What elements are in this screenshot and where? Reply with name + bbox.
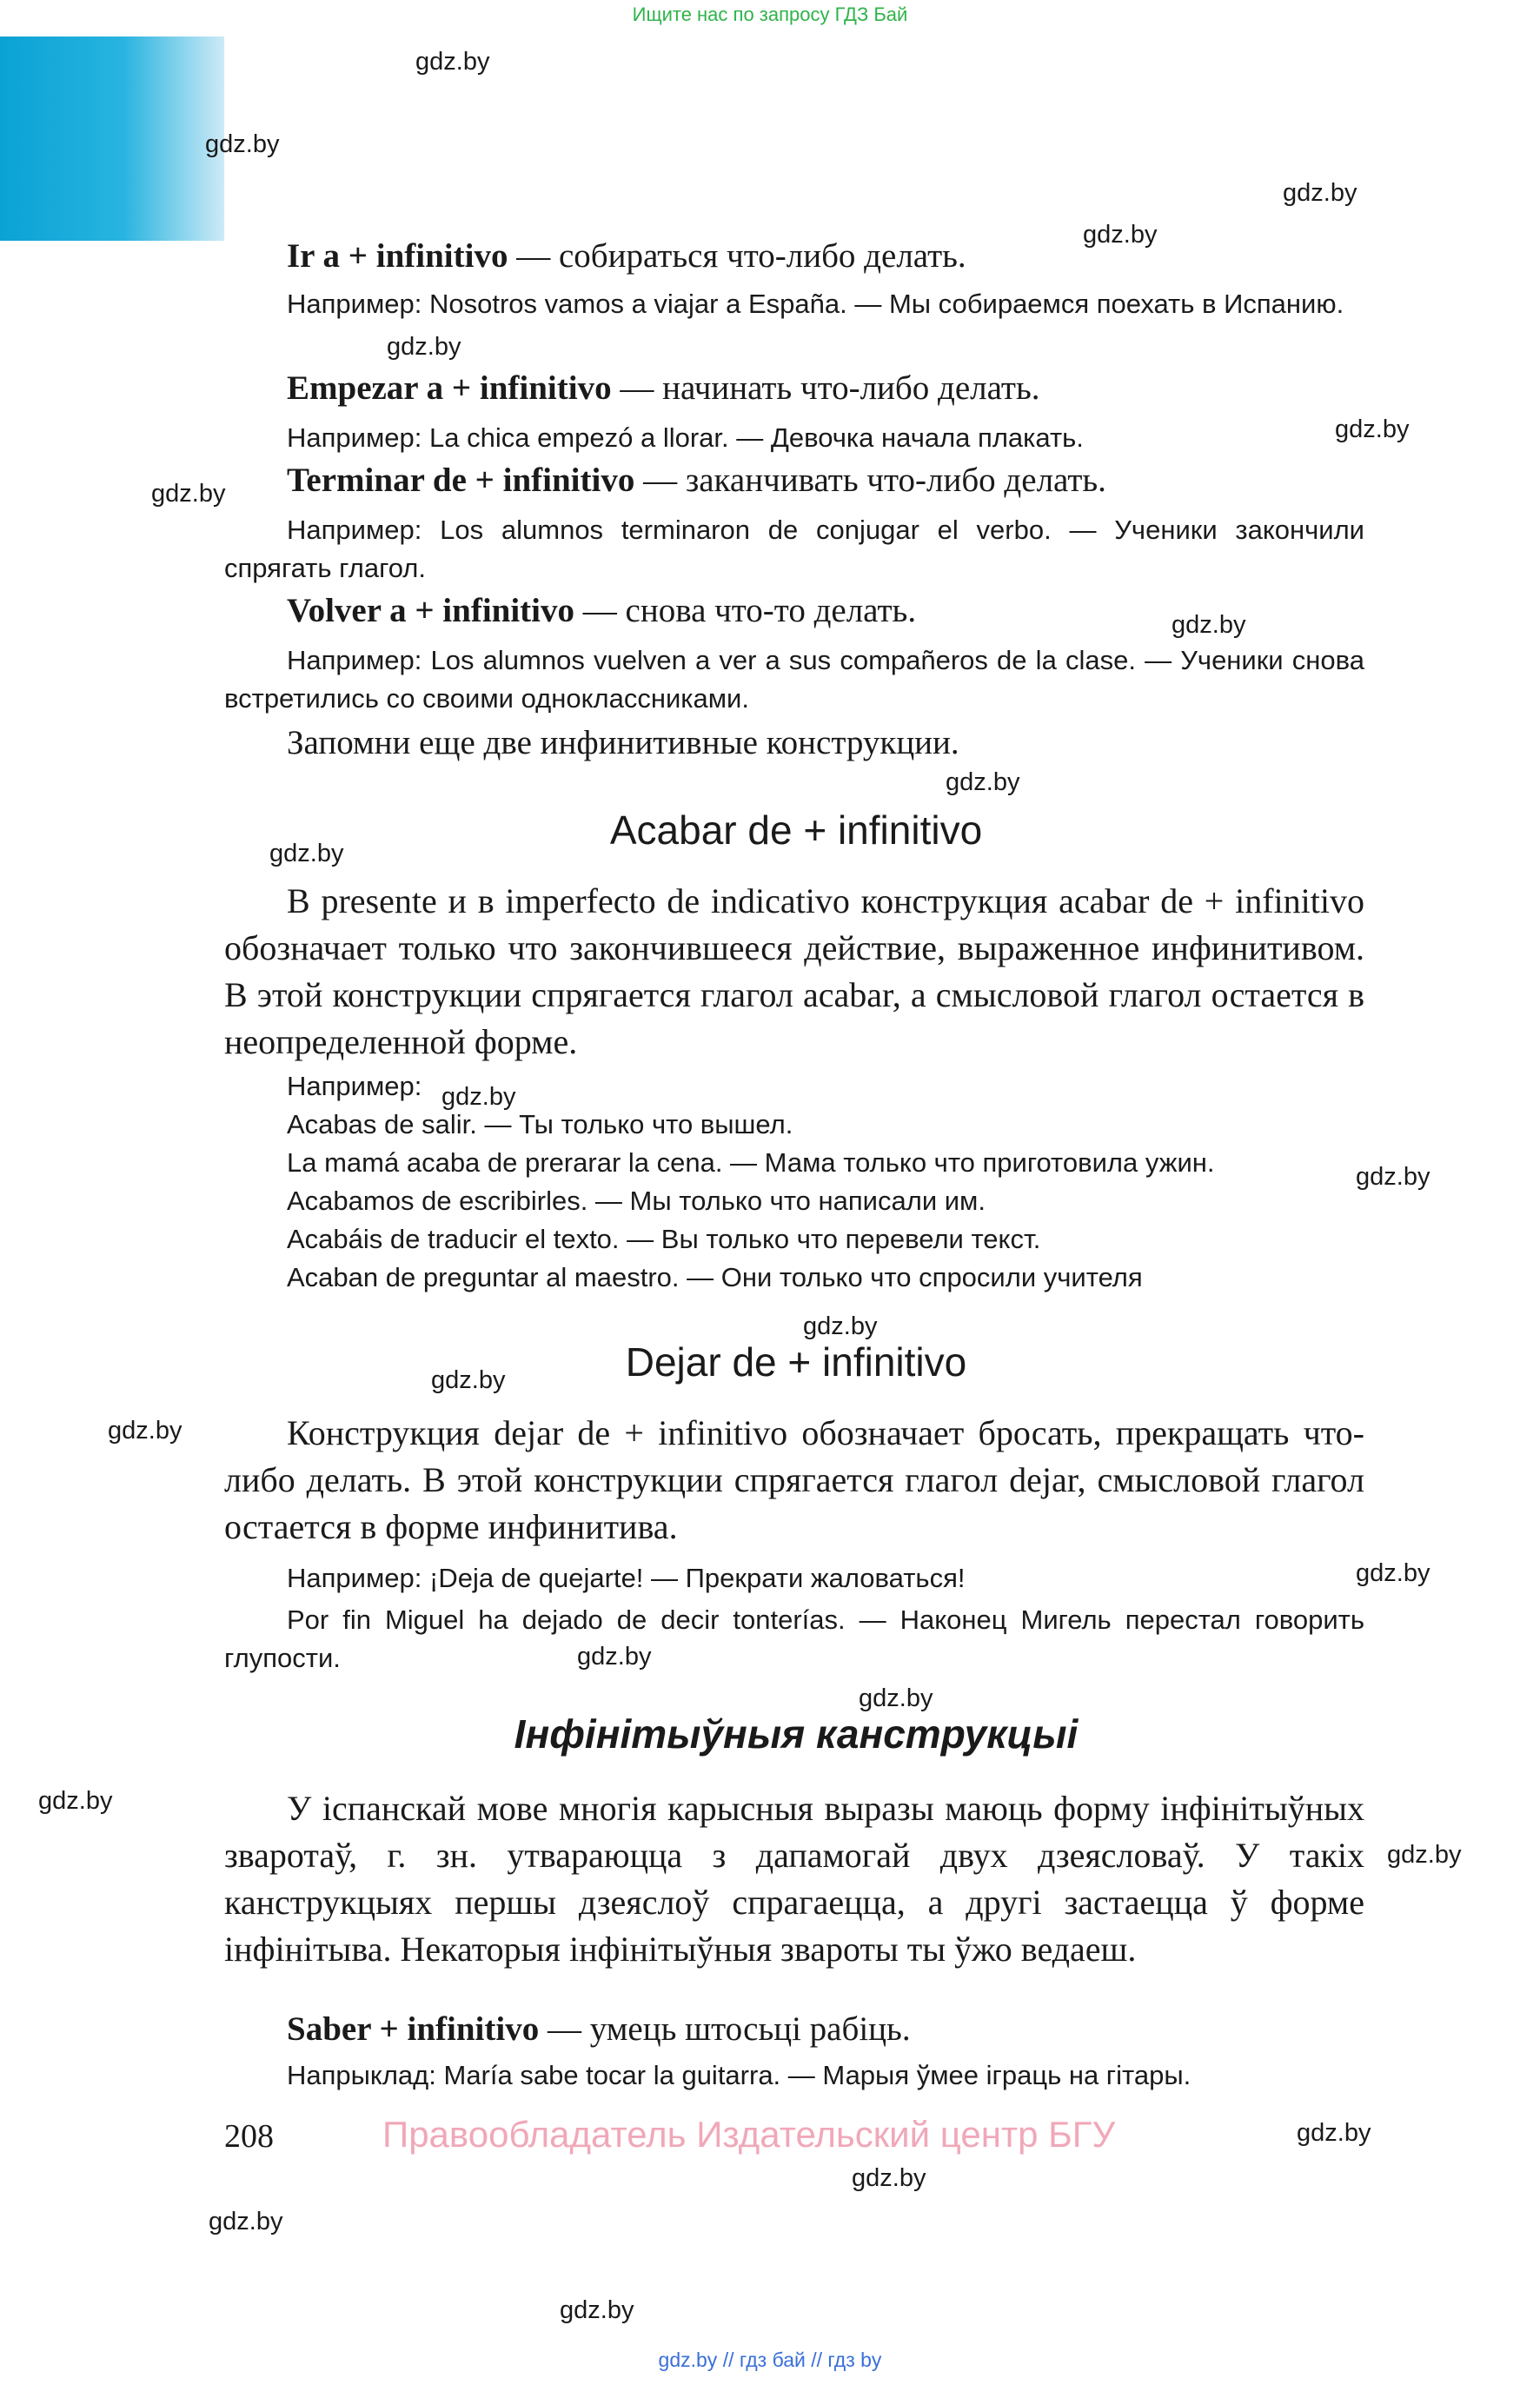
rule-volver: Volver a + infinitivo — снова что-то делать.: [287, 592, 917, 629]
paragraph-belarusian: У іспанскай мове многія карысныя выразы маюць форму інфінітыўных зваротаў, г. зн. утвараюцца з дапамогай двух дзеясловаў. У такіх канструкцыях першы дзеяслоў спрагаецца, а другі застаецца ў форме інфінітыва. Некаторыя інфінітыўныя звароты ты ўжо ведаеш.: [224, 1789, 1364, 1969]
watermark: gdz.by: [209, 2208, 283, 2236]
watermark: gdz.by: [387, 333, 461, 361]
example-acabar: Acaban de preguntar al maestro. — Они только что спросили учителя: [287, 1262, 1143, 1292]
watermark: gdz.by: [151, 480, 226, 508]
watermark: gdz.by: [1172, 611, 1246, 639]
example-dejar: Por fin Miguel ha dejado de decir tonterías. — Наконец Мигель перестал говорить глупости.: [224, 1604, 1364, 1673]
example-saber: Напрыклад: María sabe tocar la guitarra. — Марыя ўмее іграць на гітары.: [287, 2060, 1192, 2090]
example-label: Например:: [287, 1071, 422, 1101]
watermark: gdz.by: [859, 1684, 933, 1712]
watermark: gdz.by: [560, 2296, 634, 2324]
remember-note: Запомни еще две инфинитивные конструкции.: [287, 724, 959, 761]
watermark: gdz.by: [269, 840, 344, 867]
paragraph-acabar: В presente и в imperfecto de indicativo конструкция acabar de + infinitivo обозначает только что закончившееся действие, выраженное инфинитивом. В этой конструкции спрягается глагол acabar, а смысловой глагол остается в неопределенной форме.: [224, 881, 1364, 1061]
example-dejar: Например: ¡Deja de quejarte! — Прекрати жаловаться!: [287, 1563, 966, 1593]
heading-belarusian: Інфінітыўныя канструкцыі: [514, 1711, 1079, 1757]
rule-terminar: Terminar de + infinitivo — заканчивать что-либо делать.: [287, 462, 1106, 499]
watermark: gdz.by: [205, 130, 280, 158]
rule-empezar: Empezar a + infinitivo — начинать что-либо делать.: [287, 369, 1040, 407]
example-acabar: Acabamos de escribirles. — Мы только что написали им.: [287, 1186, 986, 1216]
watermark: gdz.by: [431, 1366, 506, 1394]
watermark: gdz.by: [1335, 415, 1410, 443]
bottom-links[interactable]: gdz.by // гдз бай // гдз by: [658, 2348, 882, 2371]
watermark: gdz.by: [1083, 221, 1158, 249]
example-ir: Например: Nosotros vamos a viajar a España. — Мы собираемся поехать в Испанию.: [287, 289, 1344, 319]
heading-acabar: Acabar de + infinitivo: [609, 807, 983, 853]
example-acabar: Acabas de salir. — Ты только что вышел.: [287, 1109, 793, 1139]
watermark: gdz.by: [577, 1643, 652, 1671]
paragraph-dejar: Конструкция dejar de + infinitivo обозначает бросать, прекращать что-либо делать. В этой конструкции спрягается глагол dejar, смысловой глагол остается в форме инфинитива.: [224, 1413, 1364, 1546]
top-banner: Ищите нас по запросу ГДЗ Бай: [632, 3, 908, 25]
watermark: gdz.by: [1356, 1559, 1430, 1587]
example-acabar: La mamá acaba de prerarar la cena. — Мама только что приготовила ужин.: [287, 1147, 1215, 1178]
watermark: gdz.by: [852, 2164, 926, 2192]
watermark: gdz.by: [1297, 2119, 1371, 2147]
watermark: gdz.by: [946, 768, 1020, 796]
watermark: gdz.by: [38, 1787, 113, 1815]
watermark: gdz.by: [108, 1417, 183, 1445]
watermark: gdz.by: [1356, 1163, 1430, 1191]
example-acabar: Acabáis de traducir el texto. — Вы только что перевели текст.: [287, 1224, 1041, 1254]
rule-ir: Ir a + infinitivo — собираться что-либо делать.: [287, 237, 966, 275]
page-number: 208: [224, 2118, 274, 2155]
watermark: gdz.by: [1387, 1841, 1462, 1869]
watermark: gdz.by: [441, 1083, 516, 1111]
example-empezar: Например: La chica empezó a llorar. — Девочка начала плакать.: [287, 422, 1084, 453]
rule-saber: Saber + infinitivo — умець штосьці рабіць.: [287, 2010, 911, 2048]
example-volver: Например: Los alumnos vuelven a ver a sus compañeros de la clase. — Ученики снова встретились со своими одноклассниками.: [224, 645, 1364, 714]
watermark: gdz.by: [415, 48, 490, 76]
watermark: gdz.by: [1283, 179, 1357, 207]
example-terminar: Например: Los alumnos terminaron de conjugar el verbo. — Ученики закончили спрягать глагол.: [224, 515, 1364, 583]
heading-dejar: Dejar de + infinitivo: [625, 1339, 967, 1385]
watermark: gdz.by: [803, 1312, 878, 1340]
copyright-notice: Правообладатель Издательский центр БГУ: [382, 2114, 1116, 2155]
corner-decoration: [0, 37, 224, 241]
